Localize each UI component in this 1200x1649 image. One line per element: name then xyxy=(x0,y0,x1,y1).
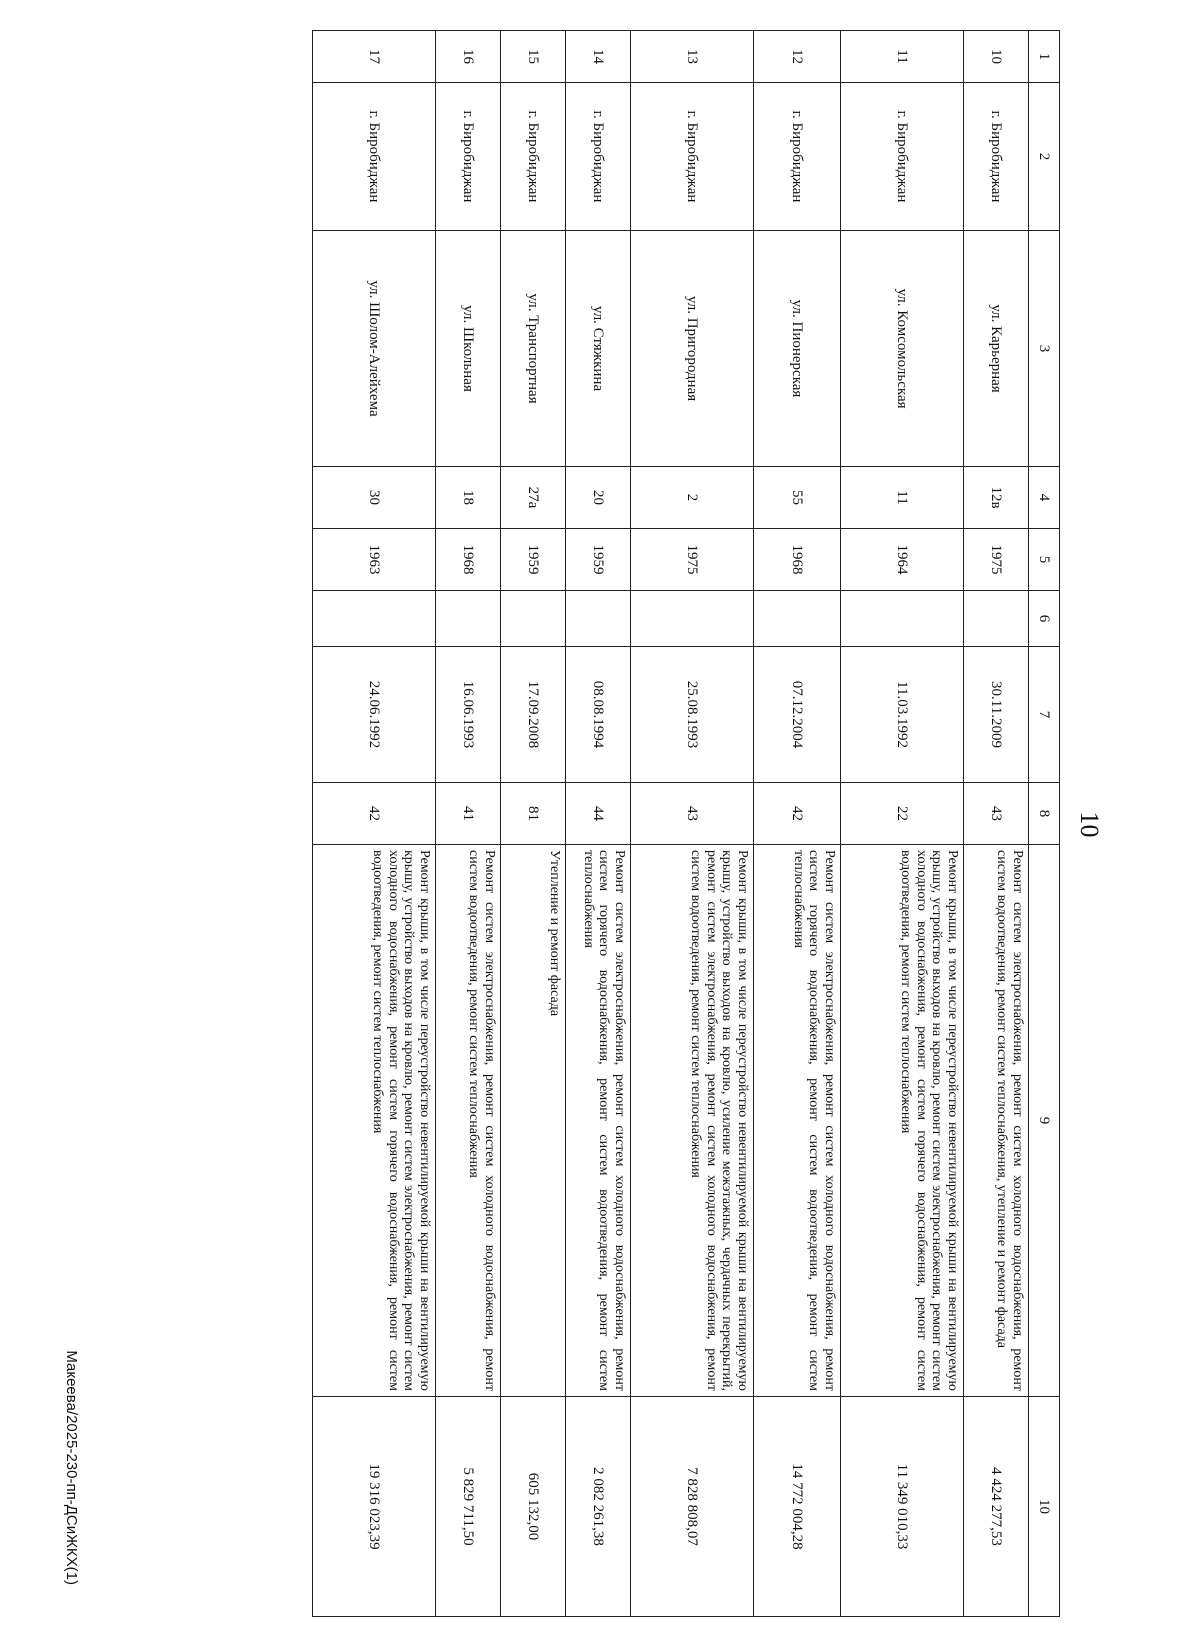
date-cell: 08.08.1994 xyxy=(566,647,631,783)
year-cell: 1959 xyxy=(566,529,631,591)
row-number: 16 xyxy=(436,31,501,83)
header-cell-10: 10 xyxy=(1029,1397,1060,1617)
row-number: 15 xyxy=(501,31,566,83)
cost-cell: 5 829 711,50 xyxy=(436,1397,501,1617)
year-cell: 1964 xyxy=(841,529,964,591)
year-cell: 1968 xyxy=(436,529,501,591)
works-cell: Ремонт систем электроснабжения, ремонт систем холодного водоснабжения, ремонт систем водоотведения, ремонт систем теплоснабжения xyxy=(436,845,501,1397)
city-cell: г. Биробиджан xyxy=(841,83,964,231)
col6-cell xyxy=(964,591,1029,647)
col6-cell xyxy=(566,591,631,647)
col8-cell: 43 xyxy=(631,783,754,845)
row-number: 17 xyxy=(313,31,436,83)
house-cell: 18 xyxy=(436,467,501,529)
works-cell: Ремонт систем электроснабжения, ремонт систем холодного водоснабжения, ремонт систем горячего водоснабжения, ремонт систем водоотведения, ремонт систем теплоснабжения xyxy=(754,845,841,1397)
street-cell: ул. Транспортная xyxy=(501,231,566,467)
buildings-repair-table xyxy=(312,30,1060,1617)
city-cell: г. Биробиджан xyxy=(501,83,566,231)
cost-cell: 2 082 261,38 xyxy=(566,1397,631,1617)
street-cell: ул. Пионерская xyxy=(754,231,841,467)
house-cell: 12в xyxy=(964,467,1029,529)
table-row xyxy=(436,31,501,1617)
cost-cell: 14 772 004,28 xyxy=(754,1397,841,1617)
table-row xyxy=(501,31,566,1617)
document-reference-note: Макеева/2025-230-пп-ДСиЖКХ(1) xyxy=(63,1350,80,1585)
col8-cell: 81 xyxy=(501,783,566,845)
date-cell: 24.06.1992 xyxy=(313,647,436,783)
row-number: 11 xyxy=(841,31,964,83)
works-cell: Ремонт крыши, в том числе переустройство невентилируемой крыши на вентилируемую крышу, устройство выходов на кровлю, усиление межэтажных, чердачных перекрытий, ремонт систем электроснабжения, ремонт систем холодного водоснабжения, ремонт систем водоотведения, ремонт систем теплоснабжения xyxy=(631,845,754,1397)
works-cell: Ремонт крыши, в том числе переустройство невентилируемой крыши на вентилируемую крышу, устройство выходов на кровлю, ремонт систем электроснабжения, ремонт систем холодного водоснабжения, ремонт систем горячего водоснабжения, ремонт систем водоотведения, ремонт систем теплоснабжения xyxy=(313,845,436,1397)
col6-cell xyxy=(313,591,436,647)
header-cell-1: 1 xyxy=(1029,31,1060,83)
city-cell: г. Биробиджан xyxy=(436,83,501,231)
works-cell: Ремонт систем электроснабжения, ремонт систем холодного водоснабжения, ремонт систем горячего водоснабжения, ремонт систем водоотведения, ремонт систем теплоснабжения xyxy=(566,845,631,1397)
cost-cell: 605 132,00 xyxy=(501,1397,566,1617)
row-number: 13 xyxy=(631,31,754,83)
date-cell: 07.12.2004 xyxy=(754,647,841,783)
header-cell-4: 4 xyxy=(1029,467,1060,529)
header-cell-2: 2 xyxy=(1029,83,1060,231)
street-cell: ул. Школьная xyxy=(436,231,501,467)
row-number: 12 xyxy=(754,31,841,83)
col8-cell: 42 xyxy=(313,783,436,845)
header-cell-6: 6 xyxy=(1029,591,1060,647)
header-cell-5: 5 xyxy=(1029,529,1060,591)
col8-cell: 43 xyxy=(964,783,1029,845)
year-cell: 1968 xyxy=(754,529,841,591)
header-cell-7: 7 xyxy=(1029,647,1060,783)
col8-cell: 41 xyxy=(436,783,501,845)
city-cell: г. Биробиджан xyxy=(964,83,1029,231)
year-cell: 1963 xyxy=(313,529,436,591)
house-cell: 11 xyxy=(841,467,964,529)
city-cell: г. Биробиджан xyxy=(631,83,754,231)
house-cell: 20 xyxy=(566,467,631,529)
col6-cell xyxy=(436,591,501,647)
table-header-row xyxy=(1029,31,1060,1617)
col6-cell xyxy=(754,591,841,647)
row-number: 14 xyxy=(566,31,631,83)
cost-cell: 19 316 023,39 xyxy=(313,1397,436,1617)
header-cell-9: 9 xyxy=(1029,845,1060,1397)
cost-cell: 7 828 808,07 xyxy=(631,1397,754,1617)
col6-cell xyxy=(501,591,566,647)
street-cell: ул. Пригородная xyxy=(631,231,754,467)
house-cell: 2 xyxy=(631,467,754,529)
date-cell: 11.03.1992 xyxy=(841,647,964,783)
works-cell: Ремонт систем электроснабжения, ремонт систем холодного водоснабжения, ремонт систем водоотведения, ремонт систем теплоснабжения, утепление и ремонт фасада xyxy=(964,845,1029,1397)
city-cell: г. Биробиджан xyxy=(566,83,631,231)
date-cell: 30.11.2009 xyxy=(964,647,1029,783)
street-cell: ул. Карьерная xyxy=(964,231,1029,467)
city-cell: г. Биробиджан xyxy=(754,83,841,231)
year-cell: 1975 xyxy=(964,529,1029,591)
works-cell: Ремонт крыши, в том числе переустройство невентилируемой крыши на вентилируемую крышу, устройство выходов на кровлю, ремонт систем электроснабжения, ремонт систем холодного водоснабжения, ремонт систем горячего водоснабжения, ремонт систем водоотведения, ремонт систем теплоснабжения xyxy=(841,845,964,1397)
col8-cell: 22 xyxy=(841,783,964,845)
cost-cell: 4 424 277,53 xyxy=(964,1397,1029,1617)
works-cell: Утепление и ремонт фасада xyxy=(501,845,566,1397)
house-cell: 30 xyxy=(313,467,436,529)
col6-cell xyxy=(841,591,964,647)
header-cell-8: 8 xyxy=(1029,783,1060,845)
date-cell: 16.06.1993 xyxy=(436,647,501,783)
street-cell: ул. Шолом-Алейхема xyxy=(313,231,436,467)
city-cell: г. Биробиджан xyxy=(313,83,436,231)
table-row xyxy=(964,31,1029,1617)
page-number: 10 xyxy=(1075,811,1104,838)
street-cell: ул. Стяжкина xyxy=(566,231,631,467)
house-cell: 27а xyxy=(501,467,566,529)
table-row xyxy=(313,31,436,1617)
header-cell-3: 3 xyxy=(1029,231,1060,467)
cost-cell: 11 349 010,33 xyxy=(841,1397,964,1617)
col8-cell: 42 xyxy=(754,783,841,845)
street-cell: ул. Комсомольская xyxy=(841,231,964,467)
house-cell: 55 xyxy=(754,467,841,529)
row-number: 10 xyxy=(964,31,1029,83)
table-row xyxy=(566,31,631,1617)
table-row xyxy=(631,31,754,1617)
year-cell: 1959 xyxy=(501,529,566,591)
date-cell: 25.08.1993 xyxy=(631,647,754,783)
table-row xyxy=(754,31,841,1617)
year-cell: 1975 xyxy=(631,529,754,591)
col6-cell xyxy=(631,591,754,647)
date-cell: 17.09.2008 xyxy=(501,647,566,783)
col8-cell: 44 xyxy=(566,783,631,845)
table-row xyxy=(841,31,964,1617)
